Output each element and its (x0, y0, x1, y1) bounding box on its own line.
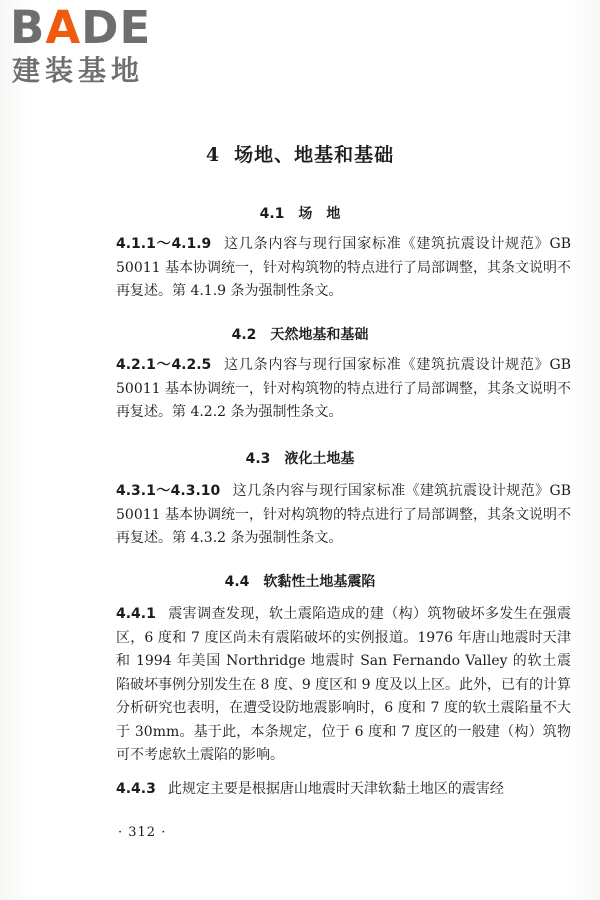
paragraph-text: 这几条内容与现行国家标准《建筑抗震设计规范》GB 50011 基本协调统一，针对构筑物的特点进行了局部调整，其条文说明不再复述。第 4.2.2 条为强制性条文。 (116, 357, 571, 420)
paragraph-4-1-1 (116, 233, 571, 304)
logo-subtitle: 建装基地 (12, 54, 145, 87)
section-title-4-1: 4.1 场 地 (259, 206, 341, 222)
chapter-number: 4 (205, 144, 221, 166)
section-title-4-2: 4.2 天然地基和基础 (231, 327, 369, 343)
paragraph-4-4-1 (116, 603, 571, 768)
clause-number: 4.1.1～4.1.9 (116, 236, 212, 252)
clause-number: 4.4.1 (116, 606, 156, 622)
chapter-title (0, 140, 600, 167)
section-title-4-4: 4.4 软黏性土地基震陷 (224, 574, 376, 590)
paragraph-text: 此规定主要是根据唐山地震时天津软黏土地区的震害经 (167, 781, 504, 797)
paragraph-text: 这几条内容与现行国家标准《建筑抗震设计规范》GB 50011 基本协调统一，针对构筑物的特点进行了局部调整，其条文说明不再复述。第 4.1.9 条为强制性条文。 (116, 236, 571, 299)
paragraph-text: 震害调查发现，软土震陷造成的建（构）筑物破坏多发生在强震区，6 度和 7 度区尚未有震陷破坏的实例报道。1976 年唐山地震时天津和 1994 年美国 Northridge 地震时 San Fernando Valley 的软土震陷破坏事例分别发生在 8 度、9 度区和 9 度及以上区。此外，已有的计算分析研究也表明，在遭受设防地震影响时，6 度和 7 度的软土震陷量不大于 30mm。基于此，本条规定，位于 6 度和 7 度区的一般建（构）筑物可不考虑软土震陷的影响。 (116, 606, 571, 763)
chapter-heading: 场地、地基和基础 (234, 144, 395, 166)
paragraph-4-4-3 (116, 778, 571, 802)
section-title-4-3: 4.3 液化土地基 (245, 451, 355, 467)
clause-number: 4.4.3 (116, 781, 156, 797)
paragraph-4-2-1 (116, 354, 571, 425)
page-number: · 312 · (118, 825, 167, 840)
paragraph-4-3-1 (116, 480, 571, 551)
clause-number: 4.2.1～4.2.5 (116, 357, 212, 373)
logo-wordmark: BADE (10, 1, 152, 54)
clause-number: 4.3.1～4.3.10 (116, 483, 221, 499)
paragraph-text: 这几条内容与现行国家标准《建筑抗震设计规范》GB 50011 基本协调统一，针对构筑物的特点进行了局部调整，其条文说明不再复述。第 4.3.2 条为强制性条文。 (116, 483, 571, 546)
bade-logo (10, 1, 175, 92)
